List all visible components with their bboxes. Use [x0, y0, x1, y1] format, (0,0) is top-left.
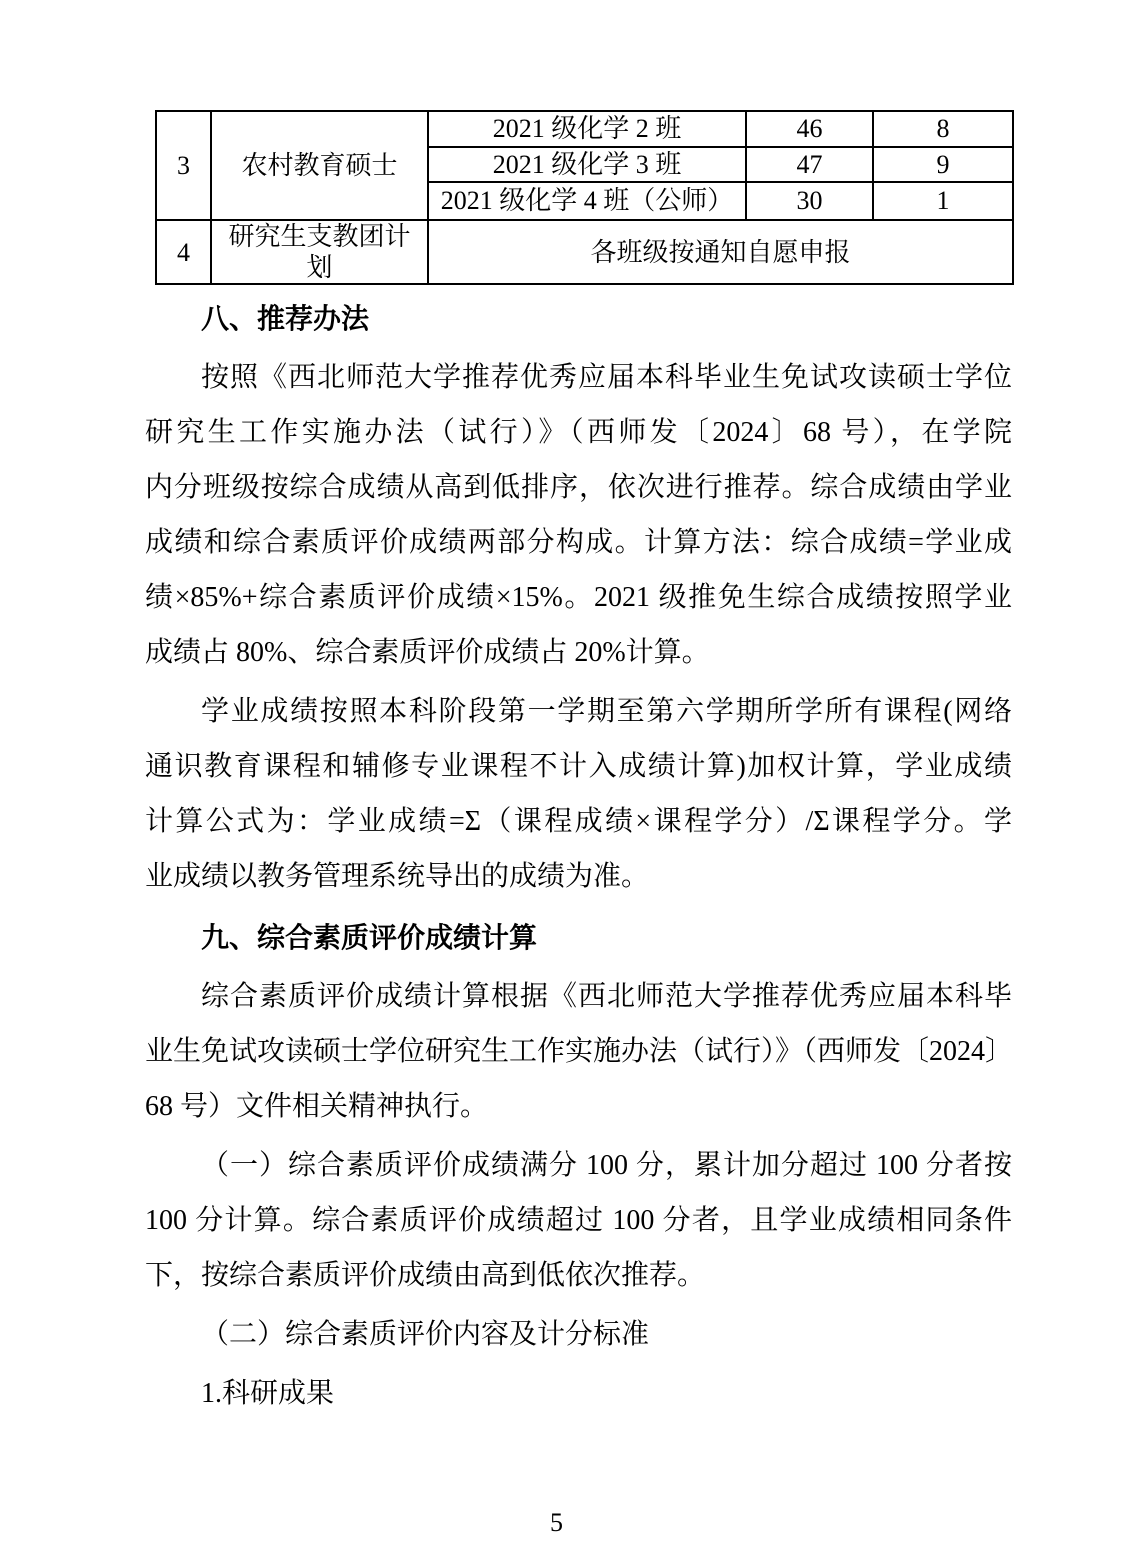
cell-count-b: 1	[873, 182, 1013, 220]
text-line: 研究生工作实施办法（试行）》（西师发〔2024〕68 号），在学院	[145, 417, 1012, 449]
page-number: 5	[550, 1508, 563, 1537]
text-line: 内分班级按综合成绩从高到低排序，依次进行推荐。综合成绩由学业	[145, 472, 1012, 504]
text-line: 成绩占 80%、综合素质评价成绩占 20%计算。	[145, 637, 710, 669]
cell-count-a: 47	[746, 147, 873, 182]
text-line: 成绩和综合素质评价成绩两部分构成。计算方法：综合成绩=学业成	[145, 527, 1012, 559]
quota-table	[155, 110, 1014, 285]
cell-class-name: 2021 级化学 3 班	[428, 147, 746, 182]
text-line: 学业成绩按照本科阶段第一学期至第六学期所学所有课程(网络	[201, 696, 1012, 728]
text-line: 下，按综合素质评价成绩由高到低依次推荐。	[145, 1260, 706, 1292]
paragraph-4	[145, 1138, 1012, 1303]
cell-class-name: 2021 级化学 4 班（公师）	[428, 182, 746, 220]
cell-category: 农村教育硕士	[211, 111, 428, 220]
paragraph-1	[145, 350, 1012, 680]
cell-count-a: 46	[746, 111, 873, 147]
text-line: （二）综合素质评价内容及计分标准	[201, 1319, 650, 1351]
paragraph-2	[145, 684, 1012, 904]
text-line: 按照《西北师范大学推荐优秀应届本科毕业生免试攻读硕士学位	[201, 362, 1012, 394]
text-line: 通识教育课程和辅修专业课程不计入成绩计算)加权计算，学业成绩	[145, 751, 1012, 783]
cell-count-b: 9	[873, 147, 1013, 182]
table-row	[156, 220, 1013, 284]
text-line: 计算公式为：学业成绩=Σ（课程成绩×课程学分）/Σ课程学分。学	[145, 806, 1012, 838]
text-line: 68 号）文件相关精神执行。	[145, 1091, 489, 1123]
text-line: 绩×85%+综合素质评价成绩×15%。2021 级推免生综合成绩按照学业	[145, 582, 1012, 614]
cell-count-a: 30	[746, 182, 873, 220]
cell-row-number: 3	[156, 111, 211, 220]
cell-class-name: 2021 级化学 2 班	[428, 111, 746, 147]
text-line: （一）综合素质评价成绩满分 100 分，累计加分超过 100 分者按	[201, 1150, 1012, 1182]
cell-row-number: 4	[156, 220, 211, 284]
cell-note: 各班级按通知自愿申报	[428, 220, 1013, 284]
text-line: 业成绩以教务管理系统导出的成绩为准。	[145, 861, 650, 893]
section-heading-9: 九、综合素质评价成绩计算	[201, 922, 538, 954]
paragraph-3	[145, 969, 1012, 1134]
table-row	[156, 111, 1013, 147]
text-line: 1.科研成果	[201, 1378, 335, 1410]
text-line: 业生免试攻读硕士学位研究生工作实施办法（试行）》（西师发〔2024〕	[145, 1036, 1014, 1068]
paragraph-6	[145, 1366, 1012, 1421]
text-line: 综合素质评价成绩计算根据《西北师范大学推荐优秀应届本科毕	[201, 981, 1012, 1013]
text-line: 100 分计算。综合素质评价成绩超过 100 分者，且学业成绩相同条件	[145, 1205, 1012, 1237]
cell-count-b: 8	[873, 111, 1013, 147]
cell-category: 研究生支教团计划	[211, 220, 428, 284]
paragraph-5	[145, 1307, 1012, 1362]
section-heading-8: 八、推荐办法	[201, 303, 370, 335]
